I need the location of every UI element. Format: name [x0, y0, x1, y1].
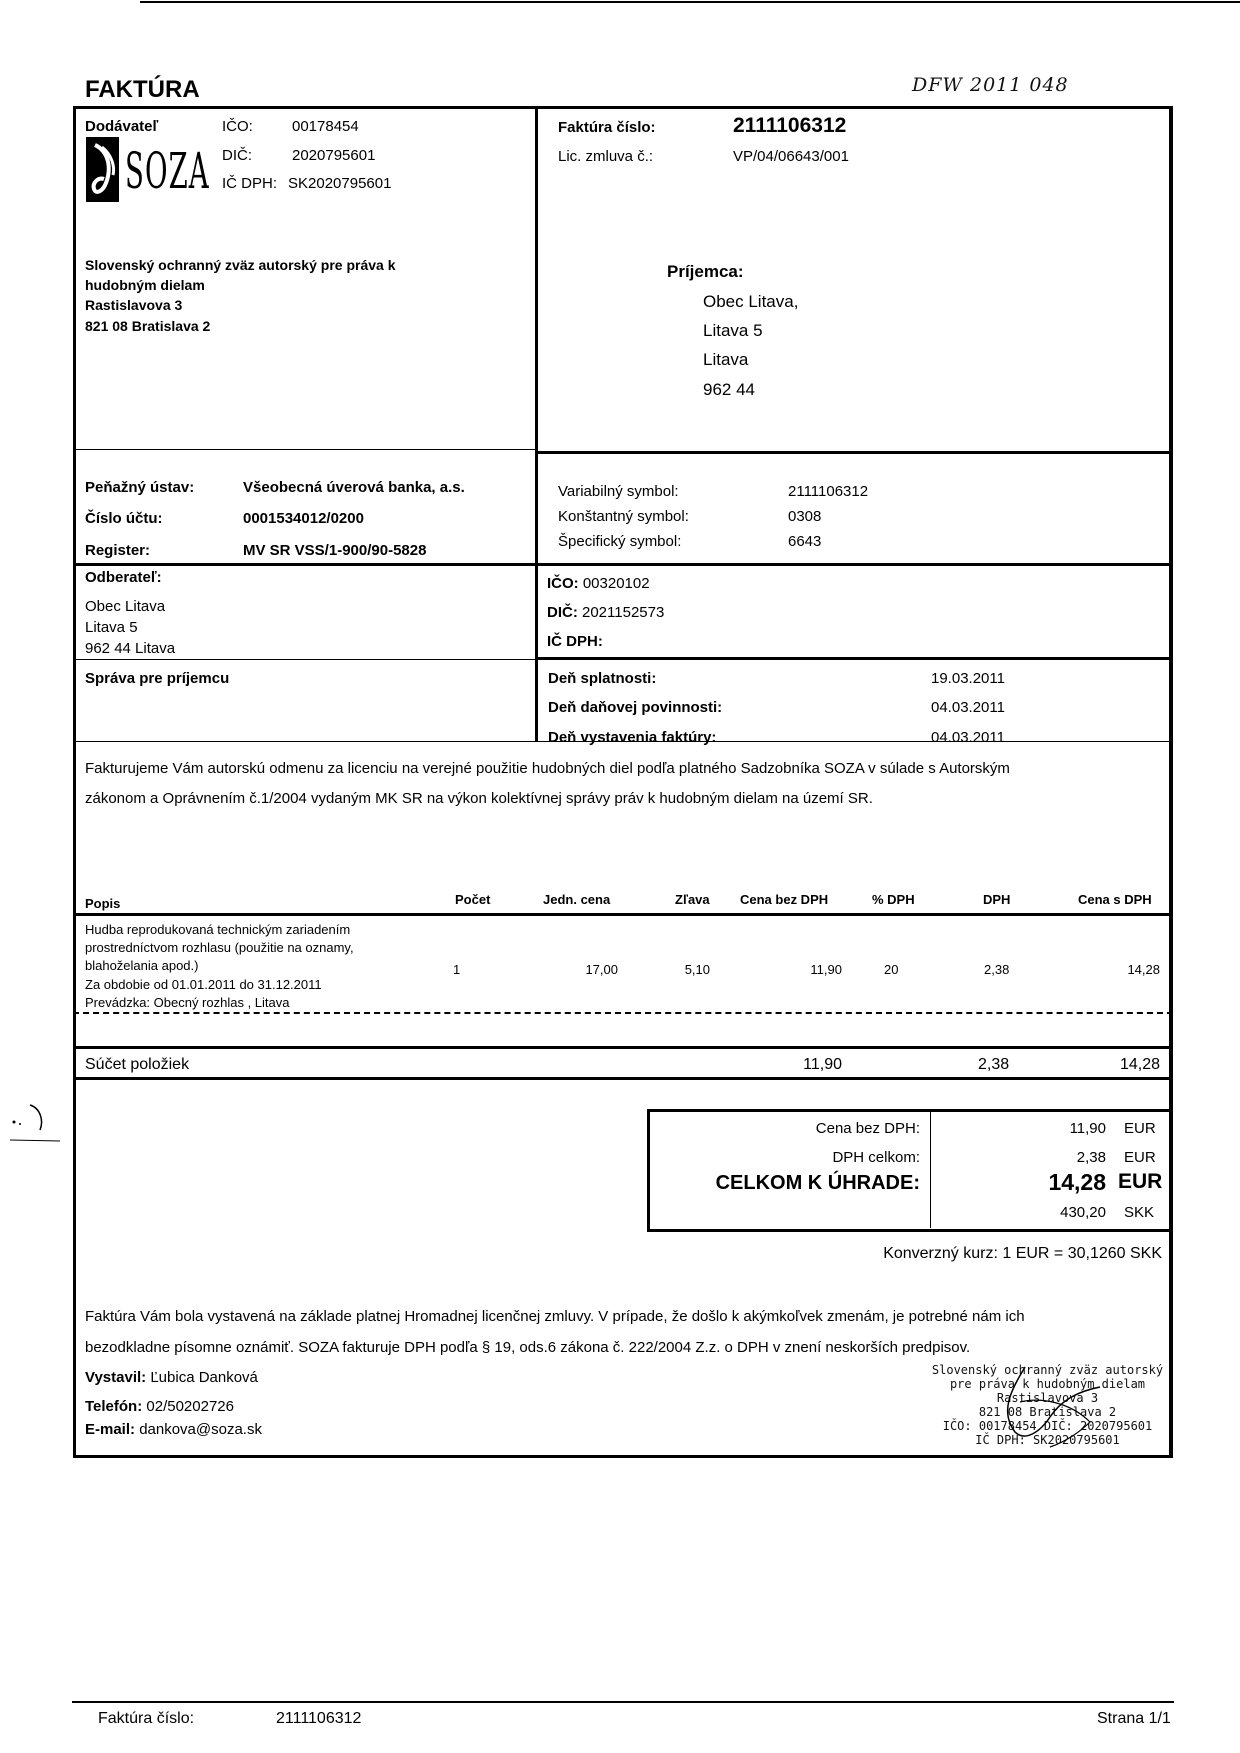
col-header-quantity: Počet	[455, 892, 491, 907]
email-label: E-mail:	[85, 1421, 136, 1438]
item-vat-pct: 20	[884, 962, 899, 977]
account-number: 0001534012/0200	[243, 510, 364, 527]
customer-dic-row	[547, 604, 664, 621]
due-date: 19.03.2011	[931, 670, 1005, 687]
col-header-gross: Cena s DPH	[1078, 892, 1152, 907]
customer-dic: 2021152573	[582, 604, 665, 621]
constant-symbol-label: Konštantný symbol:	[558, 508, 689, 525]
item-net: 11,90	[810, 962, 842, 977]
customer-line-1: Obec Litava	[85, 598, 166, 615]
issue-date-label: Deň vystavenia faktúry:	[548, 729, 717, 746]
frame-top	[73, 106, 1173, 109]
supplier-dic-label: DIČ:	[222, 147, 252, 164]
recipient-line-1: Obec Litava,	[703, 292, 799, 311]
stamp-line-2: pre práva k hudobným dielam	[949, 1377, 1146, 1391]
scan-artifact-icon	[0, 1100, 70, 1170]
sum-label: Súčet položiek	[85, 1056, 190, 1073]
recipient-line-2: Litava 5	[703, 321, 763, 340]
supplier-name-1: Slovenský ochranný zväz autorský pre práva k	[85, 257, 396, 273]
col-header-discount: Zľava	[675, 892, 710, 907]
invoice-number-label: Faktúra číslo:	[558, 119, 656, 136]
tax-date: 04.03.2011	[931, 699, 1005, 716]
stamp-line-3: Rastislavova 3	[996, 1391, 1099, 1405]
account-label: Číslo účtu:	[85, 510, 163, 527]
page-footer-invoice-label: Faktúra číslo:	[98, 1710, 195, 1727]
supplier-name-2: hudobným dielam	[85, 277, 205, 293]
col-header-net: Cena bez DPH	[740, 892, 829, 907]
totals-net-currency: EUR	[1124, 1120, 1156, 1137]
tax-date-label: Deň daňovej povinnosti:	[548, 699, 723, 716]
stamp-line-1: Slovenský ochranný zväz autorský	[931, 1363, 1164, 1377]
col-header-vat: DPH	[983, 892, 1011, 907]
page-number: Strana 1/1	[1097, 1710, 1171, 1727]
register-label: Register:	[85, 542, 151, 559]
totals-net-label: Cena bez DPH:	[815, 1120, 920, 1137]
customer-icdph-row	[547, 633, 603, 650]
divider-message	[73, 659, 535, 660]
supplier-icdph-label: IČ DPH:	[222, 175, 278, 192]
specific-symbol-label: Špecifický symbol:	[558, 533, 682, 550]
customer-label: Odberateľ:	[85, 569, 162, 586]
recipient-line-3: Litava	[703, 350, 749, 369]
sum-gross: 14,28	[1119, 1056, 1160, 1073]
frame-left	[73, 106, 76, 1458]
item-unit-price: 17,00	[585, 962, 618, 977]
supplier-dic: 2020795601	[292, 147, 376, 164]
issued-by-label: Vystavil:	[85, 1369, 147, 1386]
register-value: MV SR VSS/1-900/90-5828	[243, 542, 427, 559]
variable-symbol: 2111106312	[788, 483, 869, 500]
item-discount: 5,10	[684, 962, 710, 977]
item-desc-5: Prevádzka: Obecný rozhlas , Litava	[85, 995, 290, 1010]
customer-ico-row	[547, 575, 650, 592]
table-header-line	[73, 913, 1173, 916]
customer-icdph-label: IČ DPH:	[547, 633, 603, 650]
stamp-line-6: IČ DPH: SK2020795601	[975, 1433, 1120, 1447]
sum-vat: 2,38	[978, 1056, 1010, 1073]
divider-symbols	[535, 451, 1173, 454]
soza-logo-icon	[86, 137, 119, 202]
customer-dic-label: DIČ:	[547, 604, 578, 621]
totals-skk: 430,20	[1060, 1204, 1106, 1221]
col-header-description: Popis	[85, 896, 121, 911]
supplier-label: Dodávateľ	[85, 118, 159, 135]
message-label: Správa pre príjemcu	[85, 670, 230, 687]
specific-symbol: 6643	[788, 533, 822, 550]
handwritten-note: DFW 2011 048	[912, 74, 1069, 96]
totals-total-currency: EUR	[1118, 1170, 1163, 1193]
signature-icon	[980, 1362, 1120, 1452]
item-desc-1: Hudba reprodukovaná technickým zariadením	[85, 922, 351, 937]
phone-row	[85, 1398, 234, 1415]
invoice-number: 2111106312	[733, 114, 847, 137]
issue-date: 04.03.2011	[931, 729, 1005, 746]
phone: 02/50202726	[146, 1398, 234, 1415]
email: dankova@soza.sk	[139, 1421, 262, 1438]
phone-label: Telefón:	[85, 1398, 143, 1415]
constant-symbol: 0308	[788, 508, 822, 525]
license-number: VP/04/06643/001	[733, 148, 849, 165]
frame-right	[1169, 106, 1173, 1458]
customer-ico: 00320102	[582, 575, 650, 592]
footer-note-line-1: Faktúra Vám bola vystavená na základe platnej Hromadnej licenčnej zmluvy. V prípade, že došlo k akýmkoľvek zmenám, je potrebné nám ich	[85, 1308, 1025, 1325]
stamp-line-5: IČO: 00178454 DIČ: 2020795601	[942, 1419, 1153, 1433]
license-label: Lic. zmluva č.:	[558, 148, 654, 165]
customer-ico-label: IČO:	[547, 575, 579, 592]
item-quantity: 1	[453, 962, 461, 977]
col-header-vat-pct: % DPH	[872, 892, 915, 907]
stamp-line-4: 821 08 Bratislava 2	[978, 1405, 1117, 1419]
issued-by-row	[85, 1369, 258, 1386]
due-date-label: Deň splatnosti:	[548, 670, 657, 687]
divider-bank	[73, 449, 535, 450]
customer-line-2: Litava 5	[85, 619, 138, 636]
totals-vat-label: DPH celkom:	[832, 1149, 920, 1166]
supplier-icdph: SK2020795601	[288, 175, 392, 192]
intro-line-1: Fakturujeme Vám autorskú odmenu za licenciu na verejné použitie hudobných diel podľa platného Sadzobníka SOZA v súlade s Autorským	[85, 760, 1010, 777]
totals-vat: 2,38	[1076, 1149, 1106, 1166]
page-footer-invoice-number: 2111106312	[276, 1710, 362, 1727]
column-divider	[535, 106, 538, 742]
recipient-label: Príjemca:	[667, 262, 744, 281]
issued-by: Ľubica Danková	[150, 1369, 258, 1386]
supplier-ico-label: IČO:	[222, 118, 253, 135]
totals-divider	[930, 1110, 931, 1228]
sum-top-line	[73, 1046, 1173, 1049]
row-dashed-separator	[73, 1012, 1173, 1014]
customer-line-3: 962 44 Litava	[85, 640, 176, 657]
item-desc-3: blahoželania apod.)	[85, 958, 199, 973]
item-desc-4: Za obdobie od 01.01.2011 do 31.12.2011	[85, 977, 322, 992]
totals-skk-currency: SKK	[1124, 1204, 1155, 1221]
variable-symbol-label: Variabilný symbol:	[558, 483, 679, 500]
email-row	[85, 1421, 262, 1438]
footer-note-line-2: bezodkladne písomne oznámiť. SOZA fakturuje DPH podľa § 19, ods.6 zákona č. 222/2004 Z.z. o DPH v znení neskorších predpisov.	[85, 1339, 971, 1356]
sum-bottom-line	[73, 1077, 1173, 1080]
intro-line-2: zákonom a Oprávnením č.1/2004 vydaným MK SR na výkon kolektívnej správy práv k hudobným dielam na území SR.	[85, 790, 873, 807]
bank-label: Peňažný ústav:	[85, 479, 195, 496]
totals-total: 14,28	[1048, 1169, 1106, 1195]
supplier-street: Rastislavova 3	[85, 297, 183, 313]
page-footer-line	[72, 1701, 1174, 1703]
sum-net: 11,90	[803, 1056, 842, 1073]
recipient-line-4: 962 44	[703, 380, 755, 399]
scan-edge-line	[140, 1, 1240, 3]
logo-wordmark: SOZA	[125, 142, 210, 200]
item-vat: 2,38	[984, 962, 1010, 977]
supplier-ico: 00178454	[292, 118, 359, 135]
totals-total-label: CELKOM K ÚHRADE:	[715, 1172, 920, 1194]
item-desc-2: prostredníctvom rozhlasu (použitie na oznamy,	[85, 940, 354, 955]
totals-net: 11,90	[1069, 1120, 1106, 1137]
conversion-rate: Konverzný kurz: 1 EUR = 30,1260 SKK	[883, 1245, 1162, 1262]
frame-bottom	[73, 1455, 1173, 1458]
totals-vat-currency: EUR	[1124, 1149, 1156, 1166]
supplier-city: 821 08 Bratislava 2	[85, 318, 211, 334]
divider-ids	[535, 657, 1173, 660]
item-gross: 14,28	[1127, 962, 1160, 977]
page-title: FAKTÚRA	[85, 76, 200, 103]
divider-customer	[73, 563, 1173, 566]
bank-name: Všeobecná úverová banka, a.s.	[243, 479, 465, 496]
col-header-unit-price: Jedn. cena	[543, 892, 611, 907]
